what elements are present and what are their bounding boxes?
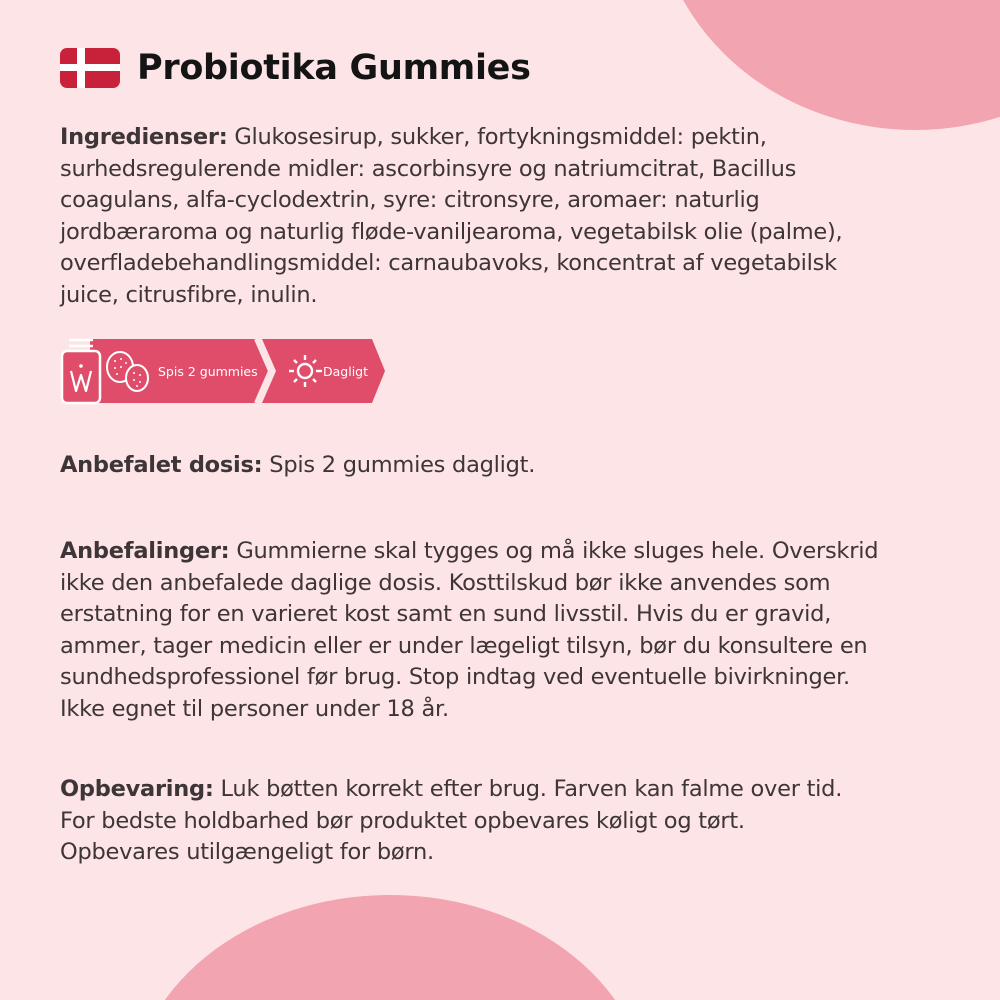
ingredients-section: [60, 122, 842, 311]
ingredients-label: Ingredienser:: [60, 124, 228, 150]
recommendations-line: Ikke egnet til personer under 18 år.: [60, 695, 449, 722]
ingredients-line: surhedsregulerende midler: ascorbinsyre og natriumcitrat, Bacillus: [60, 155, 797, 182]
dosage-label: Anbefalet dosis:: [60, 452, 263, 478]
recommendations-line: sundhedsprofessionel før brug. Stop indtag ved eventuelle bivirkninger.: [60, 664, 850, 690]
storage-line: Luk bøtten korrekt efter brug. Farven kan falme over tid.: [213, 776, 843, 802]
step-dagligt: Dagligt: [323, 364, 369, 379]
ingredients-line: jordbæraroma og naturlig fløde-vaniljearoma, vegetabilsk olie (palme),: [60, 218, 843, 245]
recommendations-line: Gummierne skal tygges og må ikke sluges hele. Overskrid: [229, 538, 879, 564]
recommendations-line: erstatning for en varieret kost samt en sund livsstil. Hvis du er gravid,: [60, 601, 832, 627]
denmark-flag-icon: [60, 48, 120, 88]
ingredients-line: overfladebehandlingsmiddel: carnaubavoks, koncentrat af vegetabilsk: [60, 250, 837, 276]
ingredients-line: coagulans, alfa-cyclodextrin, syre: citronsyre, aromaer: naturlig: [60, 187, 760, 213]
page-title: Probiotika Gummies: [137, 48, 531, 88]
step-spis-2-gummies: Spis 2 gummies: [158, 364, 258, 379]
recommendations-label: Anbefalinger:: [60, 538, 230, 564]
storage-line: Opbevares utilgængeligt for børn.: [60, 839, 434, 865]
dosage-instruction-strip: [60, 337, 385, 405]
dosage-section: [60, 450, 535, 482]
recommendations-line: ammer, tager medicin eller er under lægeligt tilsyn, bør du konsultere en: [60, 632, 868, 659]
storage-line: For bedste holdbarhed bør produktet opbevares køligt og tørt.: [60, 807, 745, 834]
decorative-circle-top: [655, 0, 1000, 130]
storage-section: [60, 774, 842, 869]
ingredients-line: Glukosesirup, sukker, fortykningsmiddel: pektin,: [227, 124, 767, 150]
dosage-text: Spis 2 gummies dagligt.: [262, 452, 536, 478]
storage-label: Opbevaring:: [60, 776, 214, 802]
decorative-circle-bottom: [130, 895, 650, 1000]
recommendations-line: ikke den anbefalede daglige dosis. Kosttilskud bør ikke anvendes som: [60, 569, 831, 596]
header: [60, 48, 531, 88]
ingredients-line: juice, citrusfibre, inulin.: [60, 281, 318, 308]
recommendations-section: [60, 536, 878, 725]
